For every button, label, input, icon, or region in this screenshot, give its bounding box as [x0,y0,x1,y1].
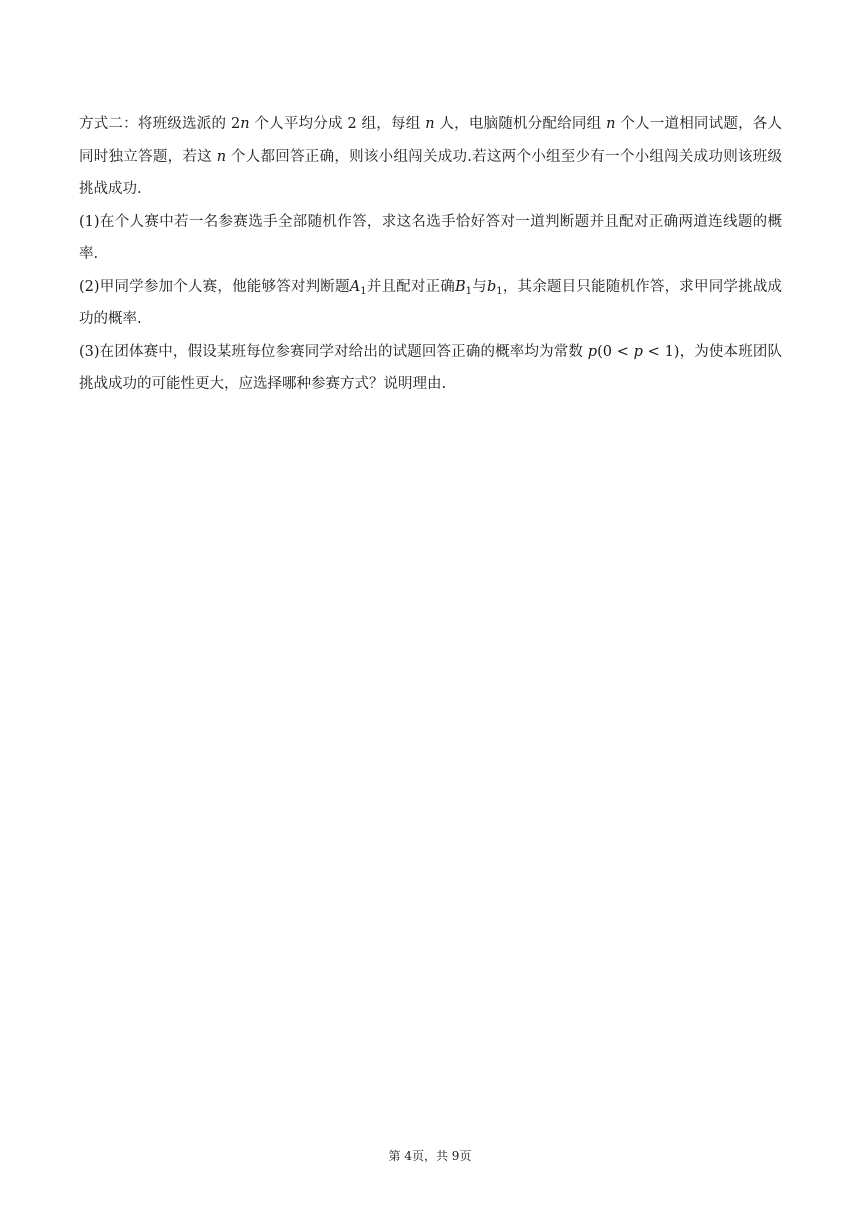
question-2-text-4: ，其余题目只能随机作答，求甲同学挑战成功的概率. [79,278,783,327]
method2-text-4: 个人一道相同试题，各人同时独立答题，若这 [79,116,783,165]
question-content [79,108,782,401]
question-2 [79,271,782,336]
page-footer [0,1146,860,1166]
subscript: 1 [360,285,367,297]
method2-math-n: n [425,116,435,132]
method2-text-5: 个人都回答正确，则该小组闯关成功.若这两个小组至少有一个小组闯关成功则该班级挑战成功. [79,148,782,197]
question-3-text-1: (3)在团体赛中，假设某班每位参赛同学对给出的试题回答正确的概率均为常数 [79,343,588,360]
subscript: 1 [465,285,473,297]
question-2-text-3: 与 [472,278,487,295]
method2-math-n: n [606,116,616,132]
page-number: 第 4页，共 9页 [388,1149,472,1163]
question-2-text-2: 并且配对正确 [366,278,456,295]
variable-p: p [587,343,598,360]
variable-A: A [349,278,361,295]
subscript: 1 [496,285,503,297]
method2-text-3: 人，电脑随机分配给同组 [434,116,607,132]
variable-B: B [455,278,466,295]
method2-math-2: 2 [231,116,241,132]
question-3-text-2: < 1)，为使本班团队挑战成功的可能性更大，应选择哪种参赛方式？说明理由. [79,343,782,392]
method2-math-n: n [216,148,227,165]
question-3-inequality-left: (0 < [597,343,634,360]
variable-b: b [486,278,497,295]
question-1 [79,206,782,271]
method2-text-1: 方式二：将班级选派的 [79,116,231,132]
method-two-paragraph [79,108,782,206]
question-2-text-1: (2)甲同学参加个人赛，他能够答对判断题 [79,278,350,295]
method2-math-n: n [240,116,250,132]
question-1-text: (1)在个人赛中若一名参赛选手全部随机作答，求这名选手恰好答对一道判断题并且配对正确两道连线题的概率. [79,213,782,262]
variable-p: p [633,343,643,360]
question-3 [79,336,782,401]
method2-text-2: 个人平均分成 2 组，每组 [249,116,426,132]
